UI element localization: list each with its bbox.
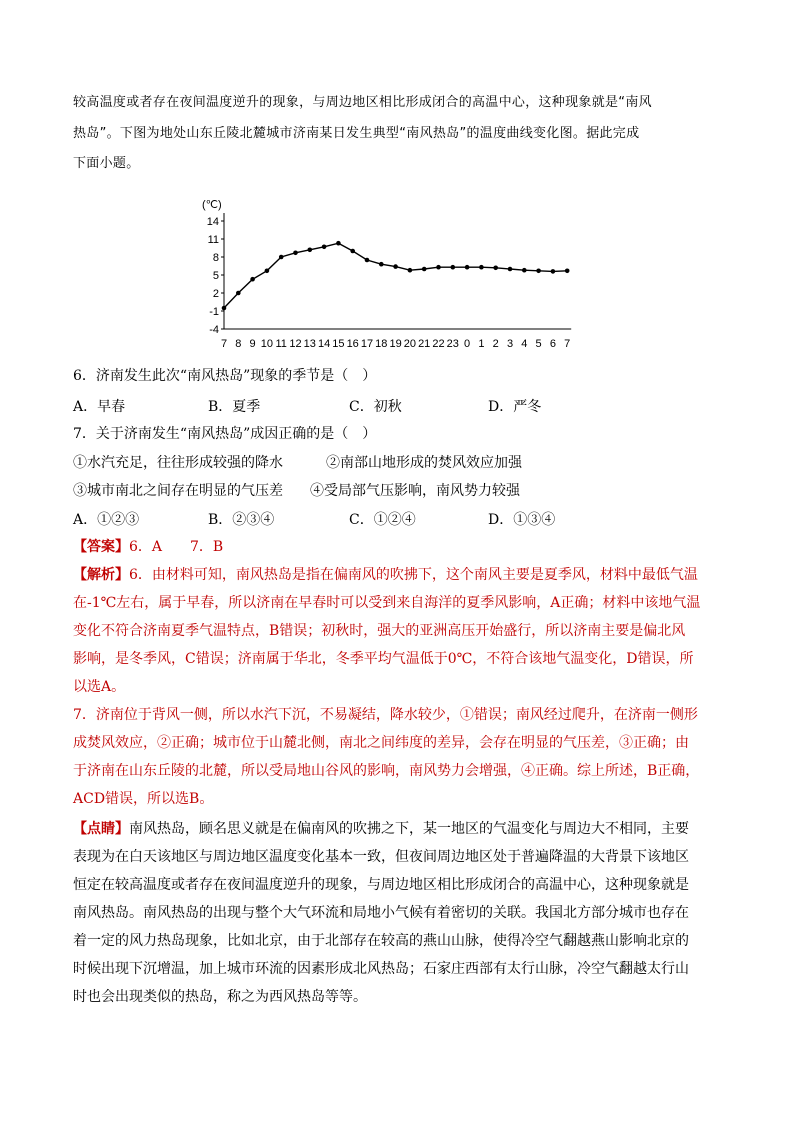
data-point [265,269,270,274]
y-tick-label: 5 [212,270,219,282]
data-point [493,266,498,271]
analysis-tag: 【解析】 [73,567,129,583]
x-tick-label: 7 [220,338,228,350]
comment-line-7: 时也会出现类似的热岛，称之为西风热岛等等。 [73,989,367,1005]
x-tick-label: 0 [464,338,471,350]
y-tick-label: 11 [207,234,219,246]
comment-line-3: 恒定在较高温度或者存在夜间温度逆升的现象，与周边地区相比形成闭合的高温中心，这种现象就是 [73,877,689,893]
q6-option-a: A．早春 [73,399,126,415]
x-tick-label: 7 [564,338,571,350]
data-point [250,277,255,282]
x-tick-label: 3 [506,338,514,350]
comment-line-5: 着一定的风力热岛现象，比如北京，由于北部存在较高的燕山山脉，使得冷空气翻越燕山影响北京的 [73,933,689,949]
answer-tag: 【答案】 [73,539,129,555]
data-point [408,268,413,273]
analysis-line-8: 于济南在山东丘陵的北麓，所以受局地山谷风的影响，南风势力会增强，④正确。综上所述，B正确， [73,763,700,779]
q7-item-2: ②南部山地形成的焚风效应加强 [326,455,522,471]
x-tick-label: 13 [303,338,316,350]
analysis-line-5: 以选A。 [73,679,126,695]
data-point [508,267,513,272]
comment-line-6: 时候出现下沉增温，加上城市环流的因素形成北风热岛；石家庄西部有太行山脉，冷空气翻越太行山 [73,961,689,977]
data-point [422,267,427,272]
x-tick-label: 17 [360,338,374,350]
analysis-line-2: 在-1℃左右，属于早春，所以济南在早春时可以受到来自海洋的夏季风影响，A正确；材料中该地气温 [73,595,701,611]
y-tick-label: 2 [212,288,219,300]
y-tick-label: 8 [212,252,219,264]
data-point [293,251,298,256]
data-point [379,262,384,267]
x-tick-label: 18 [375,338,388,350]
data-point [551,269,556,274]
x-tick-label: 15 [332,338,345,350]
answer-line [73,537,223,557]
intro-line-1: 较高温度或者存在夜间温度逆升的现象，与周边地区相比形成闭合的高温中心，这种现象就是“南风 [73,95,652,110]
data-point [436,265,441,270]
analysis-line-3: 变化不符合济南夏季气温特点，B错误；初秋时，强大的亚洲高压开始盛行，所以济南主要是偏北风 [73,623,686,639]
comment-line-4: 南风热岛。南风热岛的出现与整个大气环流和局地小气候有着密切的关联。我国北方部分城市也存在 [73,905,689,921]
q7-option-a: A．①②③ [73,512,140,528]
analysis-line-6: 7．济南位于背风一侧，所以水汽下沉，不易凝结，降水较少，①错误；南风经过爬升，在济南一侧形 [73,707,698,723]
x-tick-label: 23 [446,338,459,350]
x-tick-label: 9 [249,338,256,350]
data-point [536,269,541,274]
analysis-line-7: 成焚风效应，②正确；城市位于山麓北侧，南北之间纬度的差异，会存在明显的气压差，③正确；由 [73,735,689,751]
data-point [308,248,313,253]
intro-line-2: 热岛”。下图为地处山东丘陵北麓城市济南某日发生典型“南风热岛”的温度曲线变化图。据此完成 [73,126,640,141]
x-tick-label: 1 [478,338,485,350]
q7-item-3: ③城市南北之间存在明显的气压差 [73,483,283,499]
q7-item-4: ④受局部气压影响，南风势力较强 [310,483,520,499]
data-point [336,241,341,246]
x-tick-label: 5 [535,338,542,350]
q7-item-1: ①水汽充足，往往形成较强的降水 [73,455,283,471]
comment-line-2: 表现为在白天该地区与周边地区温度变化基本一致，但夜间周边地区处于普遍降温的大背景下该地区 [73,849,689,865]
data-point [350,249,355,254]
q7-option-d: D．①③④ [488,512,556,528]
q6-option-b: B．夏季 [208,399,261,415]
data-point [451,265,456,270]
x-tick-label: 21 [418,338,431,350]
x-tick-label: 8 [235,338,242,350]
y-tick-label: 14 [206,216,219,228]
comment-tag: 【点睛】 [73,821,129,837]
x-tick-label: 12 [289,338,302,350]
temperature-line-chart [190,190,610,360]
data-point [322,245,327,250]
q6-option-c: C．初秋 [349,399,402,415]
x-tick-label: 2 [492,338,499,350]
data-point [465,265,470,270]
q7-option-c: C．①②④ [349,512,416,528]
analysis-line-9: ACD错误，所以选B。 [73,791,214,807]
comment-line-1 [73,819,689,839]
q7-option-b: B．②③④ [208,512,275,528]
intro-line-3: 下面小题。 [73,156,140,171]
data-point [222,306,227,311]
data-point [522,268,527,273]
x-tick-label: 10 [260,338,274,350]
q6-option-d: D．严冬 [488,399,542,415]
data-point [365,258,370,263]
x-tick-label: 11 [275,338,287,350]
x-tick-label: 20 [403,338,417,350]
x-tick-label: 19 [389,338,402,350]
data-point [479,265,484,270]
data-point [565,269,570,274]
analysis-line-1 [73,565,698,585]
data-point [236,291,241,296]
x-tick-label: 22 [432,338,445,350]
comment-text-1: 南风热岛，顾名思义就是在偏南风的吹拂之下，某一地区的气温变化与周边大不相同，主要 [129,821,689,837]
q6-stem: 6．济南发生此次“南风热岛”现象的季节是（ ） [73,368,377,384]
analysis-line-4: 影响，是冬季风，C错误；济南属于华北，冬季平均气温低于0℃，不符合该地气温变化，D错误，所 [73,651,694,667]
q7-stem: 7．关于济南发生“南风热岛”成因正确的是（ ） [73,426,377,442]
x-tick-label: 6 [549,338,556,350]
y-tick-label: -1 [209,306,219,318]
answer-text: 6．A 7．B [129,539,224,555]
analysis-text-1: 6．由材料可知，南风热岛是指在偏南风的吹拂下，这个南风主要是夏季风，材料中最低气温 [129,567,698,583]
y-tick-label: -4 [209,324,219,336]
x-tick-label: 16 [346,338,359,350]
y-unit-label: (℃) [202,199,222,211]
x-tick-label: 14 [317,338,331,350]
x-tick-label: 4 [521,338,528,350]
data-point [279,255,284,260]
data-point [393,264,398,269]
temperature-line [224,243,567,308]
